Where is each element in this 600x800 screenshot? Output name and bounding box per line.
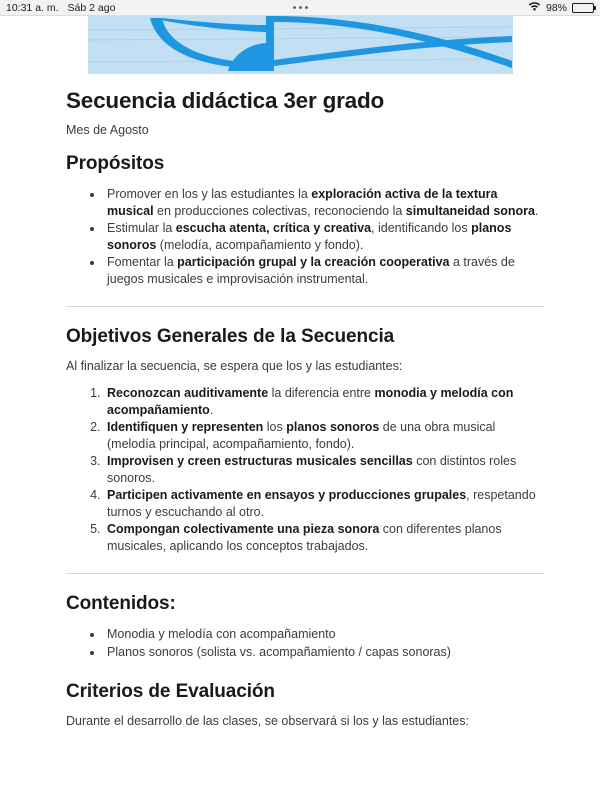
page-title: Secuencia didáctica 3er grado	[66, 88, 385, 113]
list-item: 2. Identifiquen y representen los planos sonoros de una obra musical (melodía principal, acompañamiento, fondo).	[104, 419, 544, 452]
clock-time: 10:31 a. m.	[6, 1, 59, 14]
section-contenidos	[66, 593, 544, 660]
list-item: • Promover en los y las estudiantes la exploración activa de la textura musical en producciones colectivas, reconociendo la simultaneidad sonora.	[104, 186, 544, 219]
section-divider	[66, 573, 544, 574]
list-item: 3. Improvisen y creen estructuras musicales sencillas con distintos roles sonoros.	[104, 453, 544, 486]
list-item: • Monodia y melodía con acompañamiento	[104, 626, 544, 643]
battery-percent-label: 98%	[545, 1, 567, 14]
list-item: 5. Compongan colectivamente una pieza sonora con diferentes planos musicales, aplicando los conceptos trabajados.	[104, 521, 544, 554]
contenidos-list	[66, 626, 544, 660]
header-banner-image	[88, 16, 513, 74]
status-bar-right	[528, 1, 594, 14]
list-item: 1. Reconozcan auditivamente la diferencia entre monodia y melodía con acompañamiento.	[104, 385, 544, 418]
section-criterios	[66, 681, 544, 728]
section-heading: Propósitos	[66, 153, 165, 174]
dot-icon	[293, 6, 296, 9]
document-page	[0, 16, 600, 800]
document-body	[66, 88, 544, 740]
objetivos-list	[66, 385, 544, 554]
battery-icon	[572, 3, 594, 13]
music-staff-illustration	[88, 16, 513, 74]
list-item: • Planos sonoros (solista vs. acompañamiento / capas sonoras)	[104, 644, 544, 661]
criterios-intro: Durante el desarrollo de las clases, se observará si los y las estudiantes:	[66, 714, 469, 728]
section-heading: Contenidos:	[66, 593, 176, 614]
status-bar-left	[6, 2, 115, 14]
section-objetivos	[66, 326, 544, 554]
list-item: • Fomentar la participación grupal y la creación cooperativa a través de juegos musicales e improvisación instrumental.	[104, 254, 544, 287]
objetivos-intro: Al finalizar la secuencia, se espera que los y las estudiantes:	[66, 359, 403, 373]
clock-date: Sáb 2 ago	[67, 1, 116, 14]
dot-icon	[299, 6, 302, 9]
list-item: 4. Participen activamente en ensayos y producciones grupales, respetando turnos y escuchando al otro.	[104, 487, 544, 520]
section-heading: Objetivos Generales de la Secuencia	[66, 326, 395, 347]
document-subtitle: Mes de Agosto	[66, 123, 149, 137]
section-propositos	[66, 153, 544, 287]
section-divider	[66, 306, 544, 307]
wifi-icon	[528, 1, 541, 14]
section-heading: Criterios de Evaluación	[66, 681, 275, 702]
propositos-list	[66, 186, 544, 287]
list-item: • Estimular la escucha atenta, crítica y creativa, identificando los planos sonoros (melodía, acompañamiento y fondo).	[104, 220, 544, 253]
status-bar	[0, 0, 600, 16]
dot-icon	[305, 6, 308, 9]
